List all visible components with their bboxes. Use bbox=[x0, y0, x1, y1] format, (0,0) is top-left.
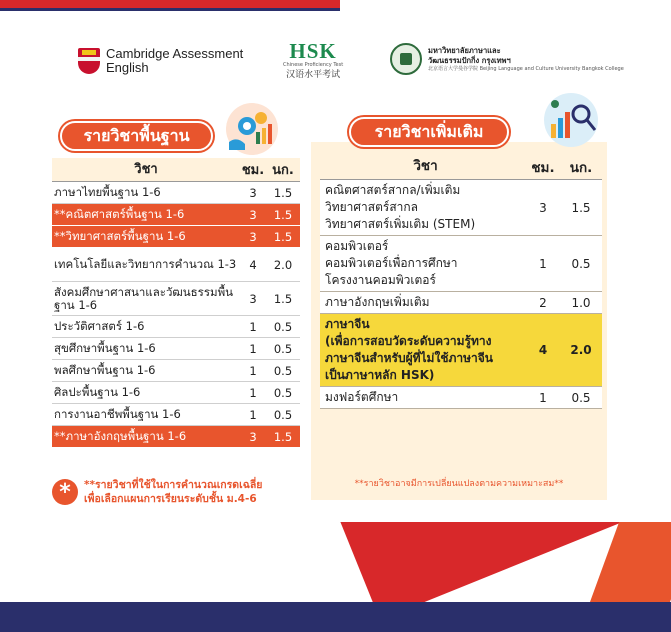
subject-credits: 0.5 bbox=[273, 407, 293, 422]
subject-credits: 0.5 bbox=[273, 385, 293, 400]
subject-name: ศิลปะพื้นฐาน 1-6 bbox=[54, 385, 141, 399]
cambridge-logo-line1: Cambridge Assessment bbox=[106, 46, 244, 61]
left-note-line1: **รายวิชาที่ใช้ในการคำนวณเกรดเฉลี่ย bbox=[84, 479, 263, 491]
header-credits: นก. bbox=[569, 159, 593, 176]
table-row bbox=[52, 338, 300, 360]
subject-credits: 2.0 bbox=[273, 257, 293, 272]
subject-hours: 1 bbox=[539, 256, 547, 271]
subject-name bbox=[320, 314, 526, 386]
subject-credits: 0.5 bbox=[571, 256, 591, 271]
subject-line: ภาษาจีนสำหรับผู้ที่ไม่ใช้ภาษาจีน bbox=[325, 351, 493, 365]
subject-credits: 1.5 bbox=[571, 200, 591, 215]
university-name-line1: มหาวิทยาลัยภาษาและ bbox=[428, 45, 501, 55]
subject-name bbox=[320, 387, 526, 408]
right-note: **รายวิชาอาจมีการเปลี่ยนแปลงตามความเหมาะสม** bbox=[354, 479, 564, 489]
subject-credits: 1.5 bbox=[273, 185, 293, 200]
subject-hours: 2 bbox=[539, 295, 547, 310]
subject-name: **วิทยาศาสตร์พื้นฐาน 1-6 bbox=[54, 229, 186, 243]
subject-credits: 2.0 bbox=[570, 343, 592, 357]
hsk-logo-title: HSK bbox=[289, 39, 337, 63]
subject-hours: 3 bbox=[249, 229, 257, 244]
subject-line: คอมพิวเตอร์ bbox=[325, 239, 389, 253]
cambridge-logo bbox=[78, 47, 243, 75]
subject-credits: 1.5 bbox=[273, 291, 293, 306]
header-hours: ชม. bbox=[241, 163, 265, 178]
subject-hours: 3 bbox=[249, 207, 257, 222]
subject-line: ภาษาจีน bbox=[325, 317, 370, 331]
subject-name bbox=[320, 180, 526, 235]
table-row bbox=[52, 426, 300, 448]
table-row bbox=[320, 314, 602, 387]
subject-name: **คณิตศาสตร์พื้นฐาน 1-6 bbox=[54, 207, 185, 221]
university-seal-icon bbox=[390, 43, 422, 75]
left-note-line2: เพื่อเลือกแผนการเรียนระดับชั้น ม.4-6 bbox=[84, 493, 257, 505]
table-row bbox=[52, 316, 300, 338]
table-row bbox=[320, 236, 602, 292]
subject-name: สุขศึกษาพื้นฐาน 1-6 bbox=[54, 341, 156, 355]
top-accent-bar bbox=[0, 0, 340, 8]
table-row bbox=[52, 282, 300, 316]
subject-hours: 3 bbox=[249, 429, 257, 444]
subject-name: สังคมศึกษาศาสนาและวัฒนธรรมพื้นฐาน 1-6 bbox=[54, 284, 234, 312]
subject-credits: 1.5 bbox=[273, 229, 293, 244]
subject-name bbox=[320, 292, 526, 313]
subject-credits: 0.5 bbox=[273, 363, 293, 378]
subject-line: มงฟอร์ตศึกษา bbox=[325, 390, 399, 404]
hsk-logo-subtitle: Chinese Proficiency Test bbox=[283, 62, 344, 68]
subject-name: การงานอาชีพพื้นฐาน 1-6 bbox=[54, 407, 181, 421]
subject-name bbox=[320, 236, 526, 291]
hsk-logo bbox=[283, 40, 343, 81]
table-row bbox=[52, 248, 300, 282]
cambridge-logo-line2: English bbox=[106, 60, 149, 75]
table-row bbox=[52, 360, 300, 382]
header-subject: วิชา bbox=[413, 158, 438, 174]
left-table-header bbox=[52, 158, 300, 182]
subject-hours: 1 bbox=[249, 363, 257, 378]
table-row bbox=[52, 404, 300, 426]
table-row bbox=[52, 182, 300, 204]
left-section-title: รายวิชาพื้นฐาน bbox=[60, 121, 213, 151]
subject-hours: 3 bbox=[539, 200, 547, 215]
subject-name: เทคโนโลยีและวิทยาการคำนวณ 1-3 bbox=[54, 257, 237, 271]
subject-hours: 1 bbox=[539, 390, 547, 405]
table-row bbox=[52, 382, 300, 404]
right-table-header bbox=[320, 154, 602, 180]
subject-line: คณิตศาสตร์สากล/เพิ่มเติม bbox=[325, 183, 461, 197]
table-row bbox=[320, 292, 602, 314]
university-logo bbox=[390, 43, 624, 75]
subject-credits: 1.5 bbox=[273, 429, 293, 444]
subject-hours: 1 bbox=[249, 407, 257, 422]
subject-line: ภาษาอังกฤษเพิ่มเติม bbox=[325, 295, 430, 309]
subject-credits: 0.5 bbox=[571, 390, 591, 405]
table-row bbox=[52, 226, 300, 248]
header-hours: ชม. bbox=[531, 159, 555, 176]
subject-line: (เพื่อการสอบวัดระดับความรู้ทาง bbox=[325, 334, 492, 348]
gear-hands-illustration-icon bbox=[223, 102, 281, 158]
asterisk-icon: * bbox=[52, 479, 78, 505]
subject-credits: 1.0 bbox=[571, 295, 591, 310]
bottom-orange-stripe bbox=[590, 522, 671, 602]
university-name-line3: 北京语言大学曼谷学院 Beijing Language and Culture University Bangkok College bbox=[428, 65, 624, 72]
right-section-title: รายวิชาเพิ่มเติม bbox=[349, 117, 509, 147]
bottom-navy-band bbox=[0, 602, 671, 632]
cambridge-shield-icon bbox=[78, 48, 100, 74]
right-subject-table bbox=[320, 154, 602, 409]
subject-line: วิทยาศาสตร์สากล bbox=[325, 200, 419, 214]
top-accent-bar-navy bbox=[0, 8, 340, 11]
subject-credits: 0.5 bbox=[273, 319, 293, 334]
left-note bbox=[52, 478, 302, 506]
subject-line: คอมพิวเตอร์เพื่อการศึกษา bbox=[325, 256, 458, 270]
subject-hours: 1 bbox=[249, 341, 257, 356]
subject-hours: 3 bbox=[249, 291, 257, 306]
subject-name: **ภาษาอังกฤษพื้นฐาน 1-6 bbox=[54, 429, 187, 443]
subject-name: ประวัติศาสตร์ 1-6 bbox=[54, 319, 145, 333]
subject-hours: 4 bbox=[249, 257, 257, 272]
left-subject-table bbox=[52, 158, 300, 448]
subject-name: พลศึกษาพื้นฐาน 1-6 bbox=[54, 363, 156, 377]
table-row bbox=[52, 204, 300, 226]
subject-line: วิทยาศาสตร์เพิ่มเติม (STEM) bbox=[325, 217, 476, 231]
subject-hours: 3 bbox=[249, 185, 257, 200]
subject-hours: 1 bbox=[249, 385, 257, 400]
subject-line: โครงงานคอมพิวเตอร์ bbox=[325, 273, 436, 287]
header-credits: นก. bbox=[272, 163, 294, 178]
subject-hours: 1 bbox=[249, 319, 257, 334]
subject-hours: 4 bbox=[538, 343, 548, 357]
table-row bbox=[320, 387, 602, 409]
subject-name: ภาษาไทยพื้นฐาน 1-6 bbox=[54, 185, 161, 199]
science-research-illustration-icon bbox=[541, 90, 601, 148]
university-name-line2: วัฒนธรรมปักกิ่ง กรุงเทพฯ bbox=[428, 55, 511, 65]
table-row bbox=[320, 180, 602, 236]
subject-credits: 1.5 bbox=[273, 207, 293, 222]
hsk-logo-chinese: 汉语水平考试 bbox=[286, 70, 341, 80]
bottom-decoration bbox=[0, 522, 671, 632]
subject-credits: 0.5 bbox=[273, 341, 293, 356]
subject-line: เป็นภาษาหลัก HSK) bbox=[325, 368, 435, 382]
header-subject: วิชา bbox=[134, 162, 158, 177]
